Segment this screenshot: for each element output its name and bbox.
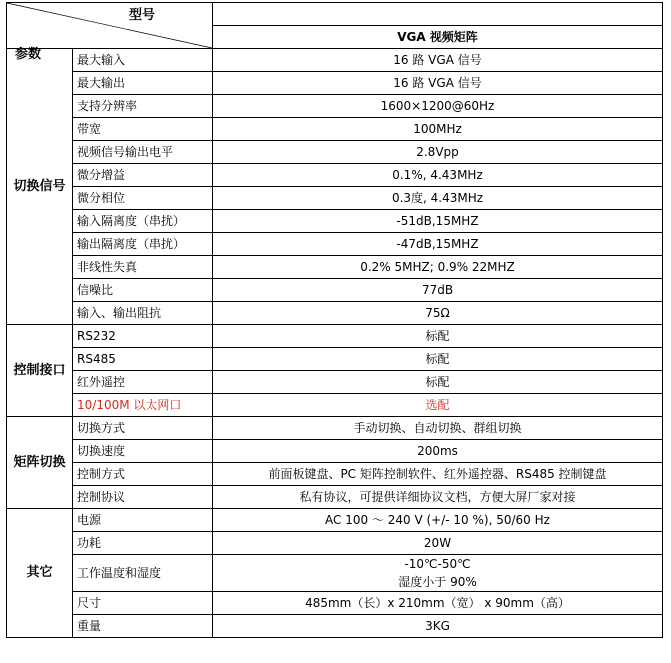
param-cell: 输出隔离度（串扰） <box>73 233 213 256</box>
table-row <box>7 417 663 440</box>
table-row <box>7 210 663 233</box>
value-cell: 标配 <box>213 348 663 371</box>
header-row-top <box>7 3 663 26</box>
param-cell: 带宽 <box>73 118 213 141</box>
value-cell: 2.8Vpp <box>213 141 663 164</box>
value-cell: AC 100 ～ 240 V (+/- 10 %), 50/60 Hz <box>213 509 663 532</box>
param-cell-highlight: 10/100M 以太网口 <box>73 394 213 417</box>
product-name: VGA 视频矩阵 <box>213 26 663 49</box>
param-cell: 信噪比 <box>73 279 213 302</box>
param-cell: 支持分辨率 <box>73 95 213 118</box>
value-cell: 0.1%, 4.43MHz <box>213 164 663 187</box>
param-cell: 视频信号输出电平 <box>73 141 213 164</box>
value-cell: 私有协议，可提供详细协议文档，方便大屏厂家对接 <box>213 486 663 509</box>
value-cell: 手动切换、自动切换、群组切换 <box>213 417 663 440</box>
table-row <box>7 592 663 615</box>
table-row <box>7 141 663 164</box>
table-row <box>7 118 663 141</box>
table-row <box>7 532 663 555</box>
value-cell: 485mm（长）x 210mm（宽） x 90mm（高） <box>213 592 663 615</box>
table-row <box>7 187 663 210</box>
value-cell: 1600×1200@60Hz <box>213 95 663 118</box>
table-row <box>7 615 663 638</box>
table-row <box>7 348 663 371</box>
temperature-range: -10℃-50℃ <box>404 557 471 571</box>
value-cell: 前面板键盘、PC 矩阵控制软件、红外遥控器、RS485 控制键盘 <box>213 463 663 486</box>
param-cell: 尺寸 <box>73 592 213 615</box>
table-row <box>7 72 663 95</box>
param-cell: 红外遥控 <box>73 371 213 394</box>
value-cell: 16 路 VGA 信号 <box>213 49 663 72</box>
table-row <box>7 371 663 394</box>
header-empty-cell <box>213 3 663 26</box>
table-row <box>7 463 663 486</box>
table-row <box>7 325 663 348</box>
param-cell: 输入、输出阻抗 <box>73 302 213 325</box>
category-matrix-switch: 矩阵切换 <box>7 417 73 509</box>
param-cell: 最大输入 <box>73 49 213 72</box>
param-label: 参数 <box>15 47 42 62</box>
category-control-interface: 控制接口 <box>7 325 73 417</box>
value-cell: -51dB,15MHZ <box>213 210 663 233</box>
value-cell: 100MHz <box>213 118 663 141</box>
model-label: 型号 <box>129 8 156 23</box>
value-cell-highlight: 选配 <box>213 394 663 417</box>
table-row <box>7 394 663 417</box>
param-cell: 最大输出 <box>73 72 213 95</box>
value-cell: 75Ω <box>213 302 663 325</box>
table-row <box>7 302 663 325</box>
table-row <box>7 49 663 72</box>
table-row <box>7 256 663 279</box>
param-cell: 微分增益 <box>73 164 213 187</box>
value-cell: 16 路 VGA 信号 <box>213 72 663 95</box>
value-cell-multiline <box>213 555 663 592</box>
value-cell: -47dB,15MHZ <box>213 233 663 256</box>
table-row <box>7 233 663 256</box>
value-cell: 3KG <box>213 615 663 638</box>
param-cell: 工作温度和湿度 <box>73 555 213 592</box>
param-cell: 切换速度 <box>73 440 213 463</box>
table-row <box>7 164 663 187</box>
table-row <box>7 279 663 302</box>
table-row <box>7 486 663 509</box>
param-cell: 控制方式 <box>73 463 213 486</box>
param-cell: RS485 <box>73 348 213 371</box>
value-cell: 77dB <box>213 279 663 302</box>
spec-table <box>6 2 663 638</box>
param-cell: 电源 <box>73 509 213 532</box>
value-cell: 0.3度, 4.43MHz <box>213 187 663 210</box>
value-cell: 200ms <box>213 440 663 463</box>
param-cell: 输入隔离度（串扰） <box>73 210 213 233</box>
category-other: 其它 <box>7 509 73 638</box>
diagonal-line <box>7 3 212 48</box>
table-row <box>7 509 663 532</box>
param-cell: 切换方式 <box>73 417 213 440</box>
value-cell: 0.2% 5MHZ; 0.9% 22MHZ <box>213 256 663 279</box>
table-row <box>7 555 663 592</box>
param-cell: 微分相位 <box>73 187 213 210</box>
param-cell: 控制协议 <box>73 486 213 509</box>
value-cell: 标配 <box>213 325 663 348</box>
table-row <box>7 440 663 463</box>
param-cell: 非线性失真 <box>73 256 213 279</box>
table-row <box>7 95 663 118</box>
value-cell: 20W <box>213 532 663 555</box>
param-cell: 重量 <box>73 615 213 638</box>
param-cell: 功耗 <box>73 532 213 555</box>
humidity-range: 湿度小于 90% <box>398 575 477 589</box>
param-cell: RS232 <box>73 325 213 348</box>
value-cell: 标配 <box>213 371 663 394</box>
category-switch-signal: 切换信号 <box>7 49 73 325</box>
